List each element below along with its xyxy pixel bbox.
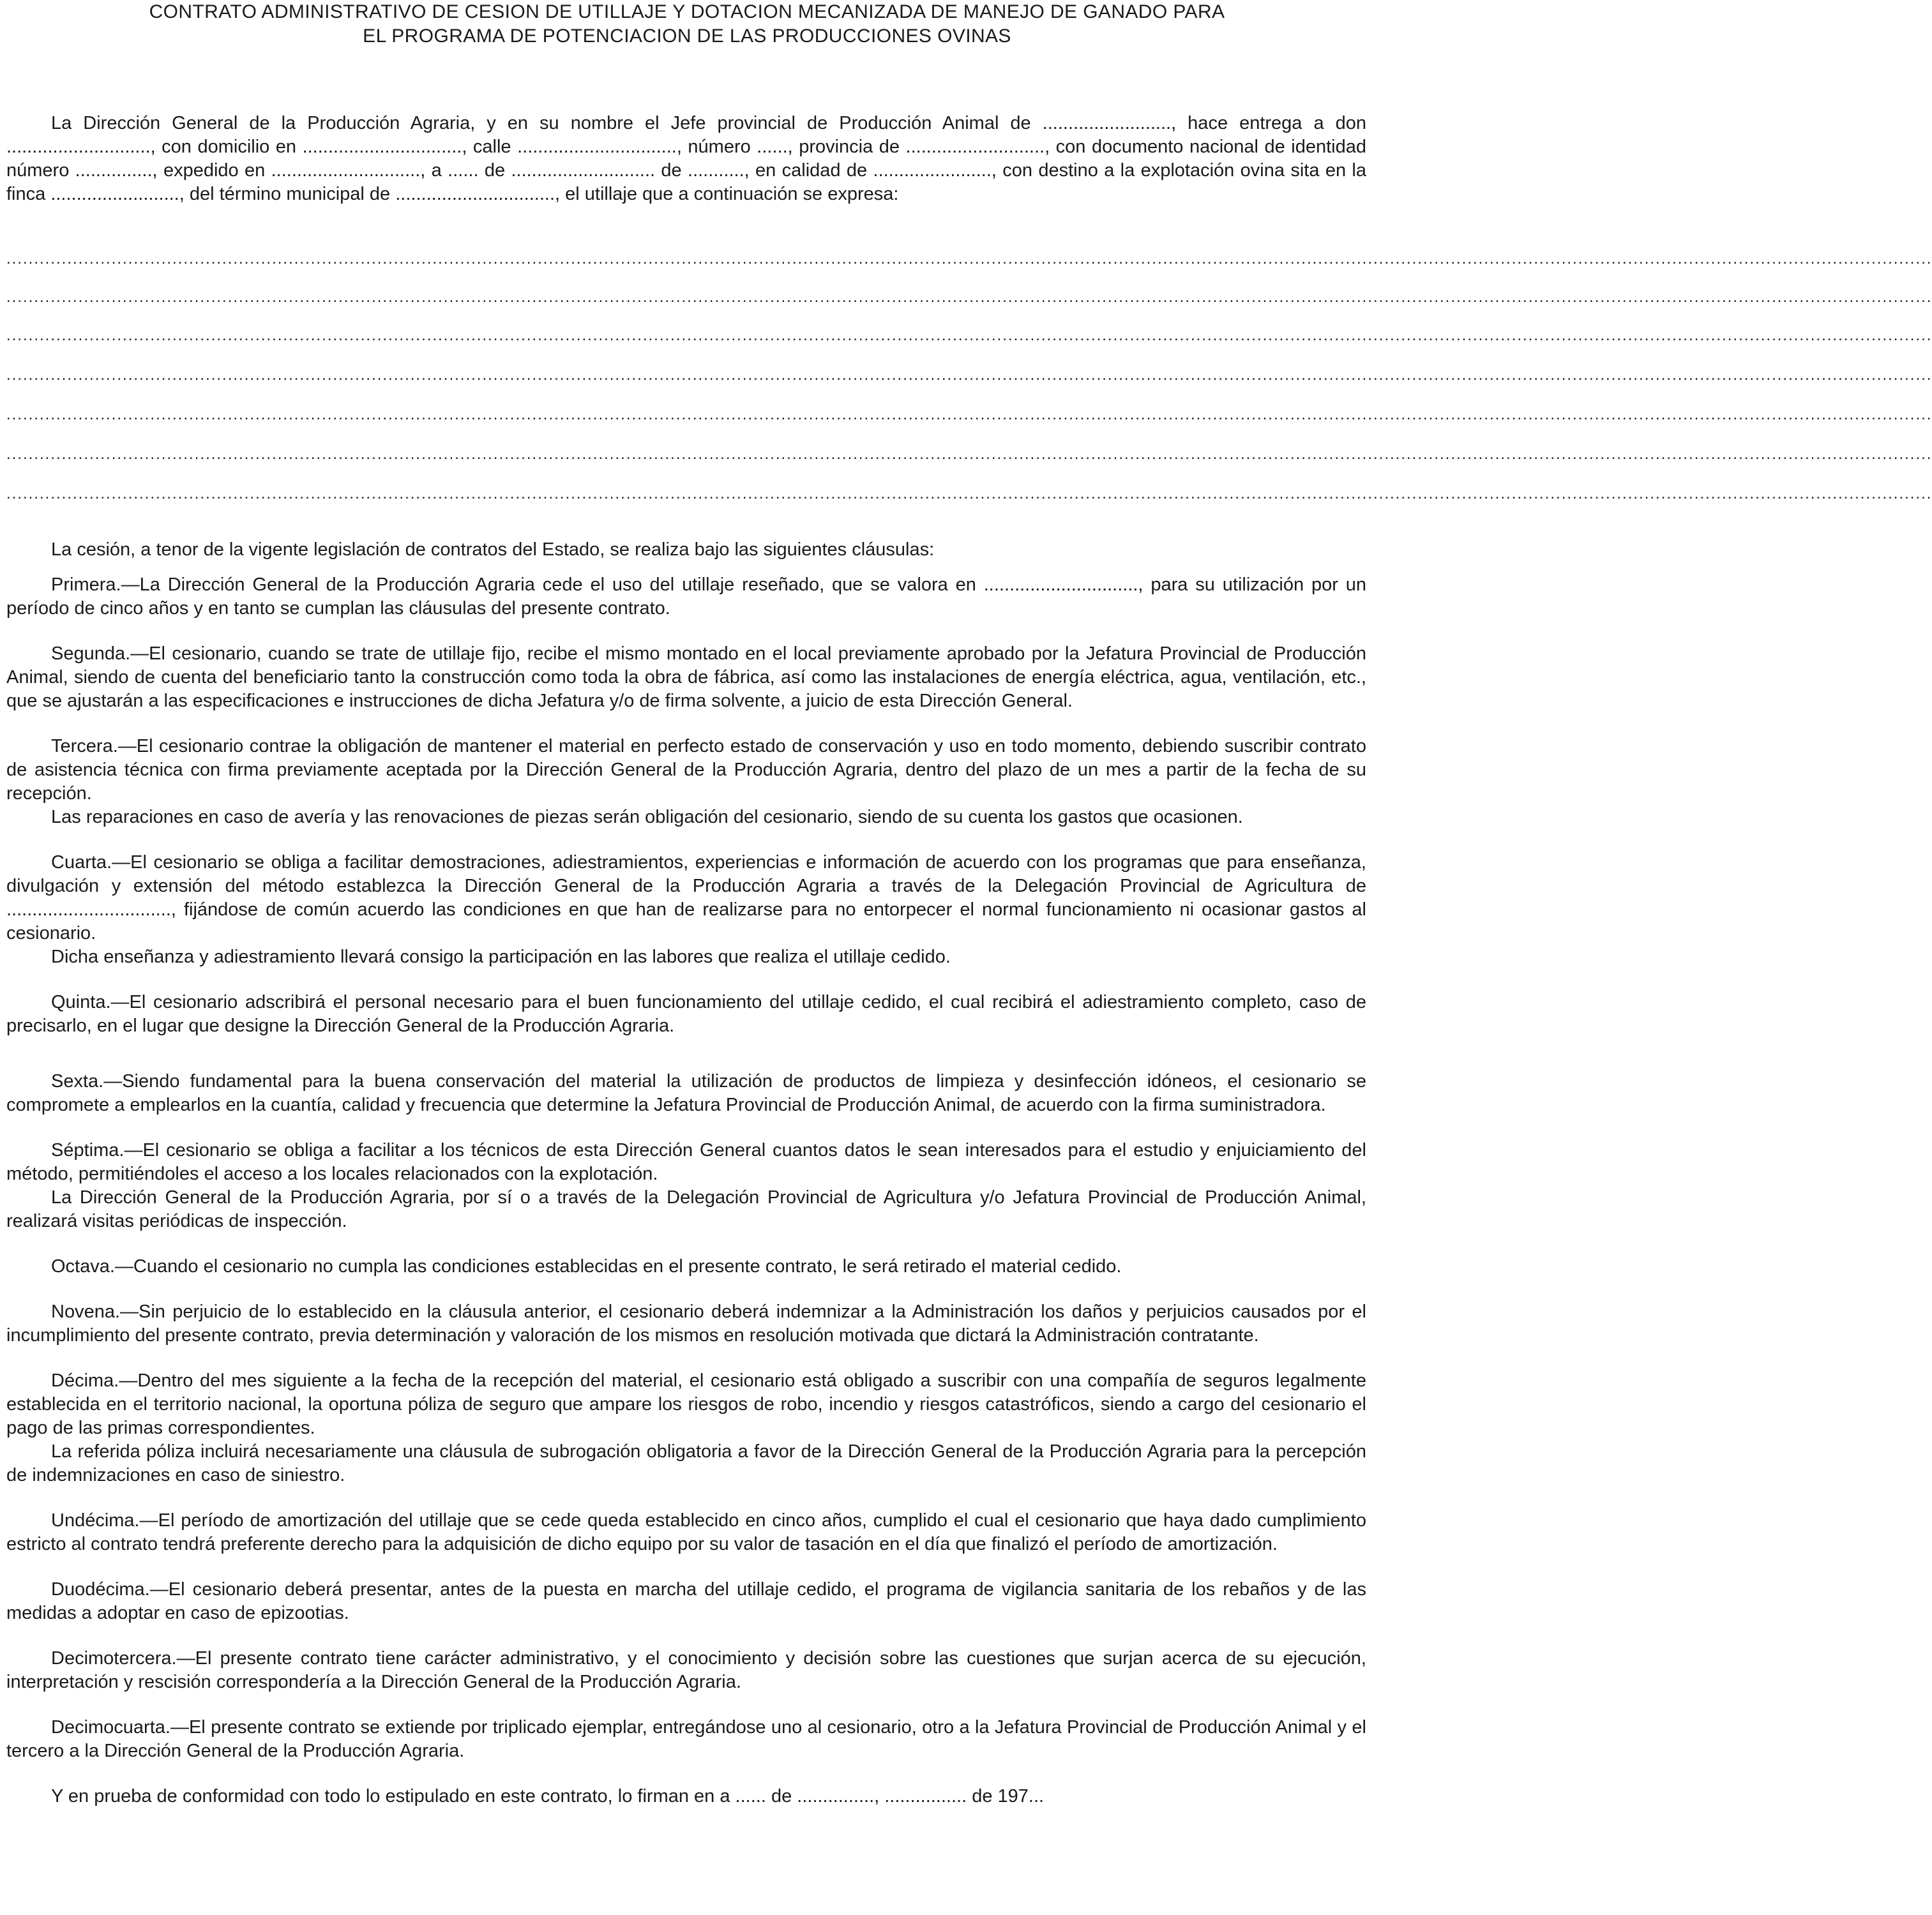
- document-title: [4, 0, 1370, 49]
- clause-primera: Primera.—La Dirección General de la Producción Agraria cede el uso del utillaje reseñado, que se valora en .............................., para su utilización por un período de cinco años y en tanto se cumplan las cláusulas del presente contrato.: [6, 574, 1366, 619]
- clause-cuarta-continued: Dicha enseñanza y adiestramiento llevará consigo la participación en las labores que realiza el utillaje cedido.: [51, 947, 951, 967]
- signature-statement: Y en prueba de conformidad con todo lo estipulado en este contrato, lo firman en a ...... de ..............., ................ de 197...: [51, 1786, 1045, 1806]
- clause-segunda: Segunda.—El cesionario, cuando se trate de utillaje fijo, recibe el mismo montado en el local previamente aprobado por la Jefatura Provincial de Producción Animal, siendo de cuenta del beneficiario tanto la construcción como toda la obra de fábrica, así como las instalaciones de energía eléctrica, agua, ventilación, etc., que se ajustarán a las especificaciones e instrucciones de dicha Jefatura y/o de firma solvente, a juicio de esta Dirección General.: [6, 643, 1366, 711]
- blank-fill-line: ............................................................................................................................................................................................................................................................................................................................................................: [6, 327, 1932, 344]
- clause-octava: Octava.—Cuando el cesionario no cumpla las condiciones establecidas en el presente contrato, le será retirado el material cedido.: [51, 1256, 1122, 1277]
- blank-fill-line: ............................................................................................................................................................................................................................................................................................................................................................: [6, 406, 1932, 423]
- clause-cuarta: Cuarta.—El cesionario se obliga a facilitar demostraciones, adiestramientos, experiencias e información de acuerdo con los programas que para enseñanza, divulgación y extensión del método establezca la Dirección General de la Producción Agraria a través de la Delegación Provincial de Agricultura de ................................, fijándose de común acuerdo las condiciones en que han de realizarse para no entorpecer el normal funcionamiento ni ocasionar gastos al cesionario.: [6, 852, 1366, 943]
- clause-decima: Décima.—Dentro del mes siguiente a la fecha de la recepción del material, el cesionario está obligado a suscribir con una compañía de seguros legalmente establecida en el territorio nacional, la oportuna póliza de seguro que ampare los riesgos de robo, incendio y riesgos catastróficos, siendo a cargo del cesionario el pago de las primas correspondientes.: [6, 1371, 1366, 1438]
- clause-undecima: Undécima.—El período de amortización del utillaje que se cede queda establecido en cinco años, cumplido el cual el cesionario que haya dado cumplimiento estricto al contrato tendrá preferente derecho para la adquisición de dicho equipo por su valor de tasación en el día que finalizó el período de amortización.: [6, 1510, 1366, 1554]
- blank-fill-line: ............................................................................................................................................................................................................................................................................................................................................................: [6, 366, 1932, 384]
- clause-decima-continued: La referida póliza incluirá necesariamente una cláusula de subrogación obligatoria a favor de la Dirección General de la Producción Agraria para la percepción de indemnizaciones en caso de siniestro.: [6, 1441, 1366, 1485]
- clause-novena: Novena.—Sin perjuicio de lo establecido en la cláusula anterior, el cesionario deberá indemnizar a la Administración los daños y perjuicios causados por el incumplimiento del presente contrato, previa determinación y valoración de los mismos en resolución motivada que dictará la Administración contratante.: [6, 1302, 1366, 1346]
- clause-sexta: Sexta.—Siendo fundamental para la buena conservación del material la utilización de productos de limpieza y desinfección idóneos, el cesionario se compromete a emplearlos en la cuantía, calidad y frecuencia que determine la Jefatura Provincial de Producción Animal, de acuerdo con la firma suministradora.: [6, 1071, 1366, 1115]
- blank-fill-line: ............................................................................................................................................................................................................................................................................................................................................................: [6, 289, 1932, 306]
- title-line-2: EL PROGRAMA DE POTENCIACION DE LAS PRODUCCIONES OVINAS: [363, 26, 1011, 47]
- blank-fill-line: ............................................................................................................................................................................................................................................................................................................................................................: [6, 446, 1932, 463]
- blank-fill-line: ............................................................................................................................................................................................................................................................................................................................................................: [6, 485, 1932, 502]
- clause-quinta: Quinta.—El cesionario adscribirá el personal necesario para el buen funcionamiento del utillaje cedido, el cual recibirá el adiestramiento completo, caso de precisarlo, en el lugar que designe la Dirección General de la Producción Agraria.: [6, 992, 1366, 1036]
- intro-paragraph: La Dirección General de la Producción Agraria, y en su nombre el Jefe provincial de Producción Animal de ........................., hace entrega a don ............................, con domicilio en ..............................., calle ..............................., número ......, provincia de ..........................., con documento nacional de identidad número ..............., expedido en ............................., a ...... de ............................ de ..........., en calidad de ......................., con destino a la explotación ovina sita en la finca ........................., del término municipal de ..............................., el utillaje que a continuación se expresa:: [6, 113, 1366, 204]
- clauses-section: [6, 538, 1366, 1808]
- clause-duodecima: Duodécima.—El cesionario deberá presentar, antes de la puesta en marcha del utillaje cedido, el programa de vigilancia sanitaria de los rebaños y de las medidas a adoptar en caso de epizootias.: [6, 1579, 1366, 1623]
- clause-decimocuarta: Decimocuarta.—El presente contrato se extiende por triplicado ejemplar, entregándose uno al cesionario, otro a la Jefatura Provincial de Producción Animal y el tercero a la Dirección General de la Producción Agraria.: [6, 1717, 1366, 1761]
- clause-septima-continued: La Dirección General de la Producción Agraria, por sí o a través de la Delegación Provincial de Agricultura y/o Jefatura Provincial de Producción Animal, realizará visitas periódicas de inspección.: [6, 1187, 1366, 1231]
- clause-tercera-continued: Las reparaciones en caso de avería y las renovaciones de piezas serán obligación del cesionario, siendo de su cuenta los gastos que ocasionen.: [51, 807, 1243, 827]
- clause-decimotercera: Decimotercera.—El presente contrato tiene carácter administrativo, y el conocimiento y decisión sobre las cuestiones que surjan acerca de su ejecución, interpretación y rescisión correspondería a la Dirección General de la Producción Agraria.: [6, 1648, 1366, 1692]
- clause-septima: Séptima.—El cesionario se obliga a facilitar a los técnicos de esta Dirección General cuantos datos le sean interesados para el estudio y enjuiciamiento del método, permitiéndoles el acceso a los locales relacionados con la explotación.: [6, 1140, 1366, 1184]
- clause-tercera: Tercera.—El cesionario contrae la obligación de mantener el material en perfecto estado de conservación y uso en todo momento, debiendo suscribir contrato de asistencia técnica con firma previamente aceptada por la Dirección General de la Producción Agraria, dentro del plazo de un mes a partir de la fecha de su recepción.: [6, 736, 1366, 804]
- clauses-intro: La cesión, a tenor de la vigente legislación de contratos del Estado, se realiza bajo las siguientes cláusulas:: [51, 539, 935, 560]
- blank-fill-line: ............................................................................................................................................................................................................................................................................................................................................................: [6, 250, 1932, 267]
- title-line-1: CONTRATO ADMINISTRATIVO DE CESION DE UTILLAJE Y DOTACION MECANIZADA DE MANEJO DE GANADO PARA: [149, 1, 1225, 22]
